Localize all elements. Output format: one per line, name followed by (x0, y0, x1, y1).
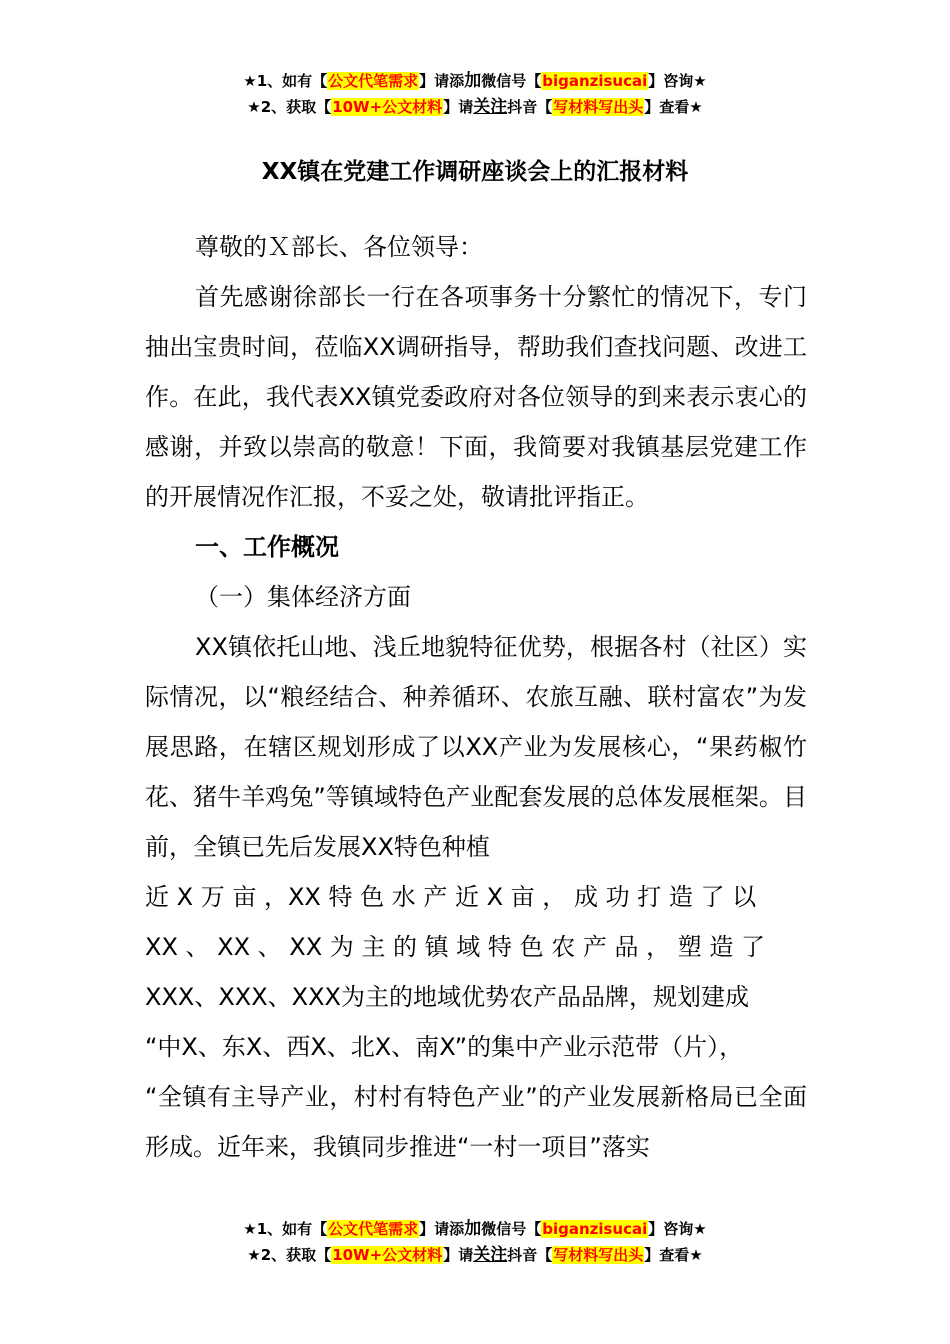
banner-text: 】查看★ (644, 1246, 703, 1264)
salutation: 尊敬的Ｘ部长、各位领导： (195, 233, 483, 261)
paragraph-intro: 首先感谢徐部长一行在各项事务十分繁忙的情况下，专门抽出宝贵时间，莅临XX调研指导，帮助我们查找问题、改进工作。在此，我代表XX镇党委政府对各位领导的到来表示衷心的感谢，并致以崇高的敬意！下面，我简要对我镇基层党建工作的开展情况作汇报，不妥之处，敬请批评指正。 (145, 283, 807, 511)
highlight-wechat-id: biganzisucai (542, 72, 648, 90)
paragraph-economy-a: XX镇依托山地、浅丘地貌特征优势，根据各村（社区）实际情况，以“粮经结合、种养循环、农旅互融、联村富农”为发展思路，在辖区规划形成了以XX产业为发展核心，“果药椒竹花、猪牛羊鸡兔”等镇域特色产业配套发展的总体发展框架。目前，全镇已先后发展XX特色种植 (145, 633, 807, 861)
banner-text: 2、获取【 (260, 1246, 332, 1264)
highlight-wechat-id: biganzisucai (542, 1220, 648, 1238)
highlight-douyin: 写材料写出头 (553, 98, 644, 116)
banner-text: 加 (464, 1219, 482, 1239)
section-heading: 一、工作概况 (195, 533, 339, 561)
star-icon: ★ (243, 72, 257, 90)
highlight-materials: 10W+公文材料 (332, 1246, 443, 1264)
banner-text: 微信号【 (481, 72, 542, 90)
star-icon: ★ (243, 1220, 257, 1238)
banner-text: 关注 (473, 1245, 508, 1265)
document-title: XX镇在党建工作调研座谈会上的汇报材料 (261, 159, 689, 185)
paragraph-economy-line: XXX、XXX、XXX为主的地域优势农产品品牌，规划建成 (145, 983, 749, 1011)
banner-text: 1、如有【 (256, 1220, 328, 1238)
paragraph-economy-line: “中X、东X、西X、北X、南X”的集中产业示范带（片）， (145, 1033, 744, 1061)
banner-text: 】咨询★ (648, 72, 707, 90)
banner-text: 加 (464, 71, 482, 91)
header-banner (0, 68, 950, 120)
banner-text: 1、如有【 (256, 72, 328, 90)
star-icon: ★ (247, 98, 261, 116)
banner-text: 关注 (473, 97, 508, 117)
banner-text: 】查看★ (644, 98, 703, 116)
banner-text: 】请 (443, 98, 474, 116)
banner-text: 】咨询★ (648, 1220, 707, 1238)
banner-line-2 (0, 1242, 950, 1268)
banner-text: 】请添 (419, 72, 465, 90)
banner-text: 抖音【 (507, 98, 553, 116)
banner-text: 抖音【 (507, 1246, 553, 1264)
subsection-heading: （一）集体经济方面 (195, 583, 411, 611)
banner-text: 微信号【 (481, 1220, 542, 1238)
star-icon: ★ (247, 1246, 261, 1264)
paragraph-economy-line: XX 、 XX 、 XX 为 主 的 镇 域 特 色 农 产 品 ， 塑 造 了 (145, 933, 765, 961)
highlight-ghostwriting: 公文代笔需求 (328, 72, 419, 90)
banner-line-1 (0, 68, 950, 94)
highlight-materials: 10W+公文材料 (332, 98, 443, 116)
highlight-douyin: 写材料写出头 (553, 1246, 644, 1264)
highlight-ghostwriting: 公文代笔需求 (328, 1220, 419, 1238)
document-body (145, 222, 807, 1172)
footer-banner (0, 1216, 950, 1268)
banner-text: 】请添 (419, 1220, 465, 1238)
paragraph-economy-line: 近 X 万 亩 ，XX 特 色 水 产 近 X 亩 ， 成 功 打 造 了 以 (145, 883, 757, 911)
banner-line-2 (0, 94, 950, 120)
banner-text: 】请 (443, 1246, 474, 1264)
paragraph-economy-end: “全镇有主导产业，村村有特色产业”的产业发展新格局已全面形成。近年来，我镇同步推进“一村一项目”落实 (145, 1083, 807, 1161)
banner-line-1 (0, 1216, 950, 1242)
banner-text: 2、获取【 (260, 98, 332, 116)
